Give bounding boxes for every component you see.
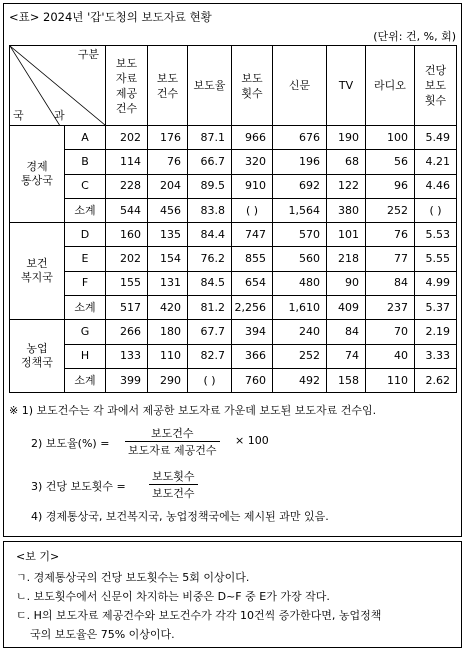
table-row (10, 271, 457, 295)
section-cell: G (65, 320, 106, 344)
value-cell: 492 (273, 368, 327, 392)
value-cell: 1,564 (273, 198, 327, 222)
value-cell: 480 (273, 271, 327, 295)
value-cell: 68 (327, 150, 366, 174)
section-cell: 소계 (65, 296, 106, 320)
value-cell: 74 (327, 344, 366, 368)
note-2-times: × 100 (235, 434, 269, 447)
value-cell: 409 (327, 296, 366, 320)
column-header-label: 건당 보도 횟수 (424, 64, 447, 107)
section-cell: C (65, 174, 106, 198)
header-gubun: 구분 (77, 48, 99, 61)
value-cell: 570 (273, 223, 327, 247)
value-cell: 5.49 (415, 126, 457, 150)
table-row (10, 247, 457, 271)
section-cell: D (65, 223, 106, 247)
value-cell: 83.8 (188, 198, 232, 222)
column-header-label: 신문 (288, 79, 311, 92)
bogi-title: <보 기> (16, 550, 60, 563)
value-cell: 266 (106, 320, 148, 344)
note-3-fraction (149, 468, 198, 501)
value-cell: 122 (327, 174, 366, 198)
value-cell: 81.2 (188, 296, 232, 320)
table-row (10, 320, 457, 344)
value-cell: 101 (327, 223, 366, 247)
column-header-label: 보도율 (193, 79, 226, 92)
dept-cell: 보건 복지국 (10, 223, 65, 320)
value-cell: 910 (232, 174, 273, 198)
value-cell: 320 (232, 150, 273, 174)
value-cell: 202 (106, 126, 148, 150)
value-cell: 87.1 (188, 126, 232, 150)
value-cell: 96 (366, 174, 415, 198)
value-cell: 202 (106, 247, 148, 271)
value-cell: 110 (366, 368, 415, 392)
value-cell: 190 (327, 126, 366, 150)
unit-label: (단위: 건, %, 회) (373, 30, 456, 43)
value-cell: 4.21 (415, 150, 457, 174)
column-header-label: TV (338, 79, 354, 92)
value-cell: 133 (106, 344, 148, 368)
value-cell: 855 (232, 247, 273, 271)
value-cell: 5.37 (415, 296, 457, 320)
table-row (10, 296, 457, 320)
note-2-label: 2) 보도율(%) = (31, 437, 110, 450)
value-cell: 5.55 (415, 247, 457, 271)
header-row (10, 46, 457, 126)
value-cell: 4.46 (415, 174, 457, 198)
value-cell: 654 (232, 271, 273, 295)
value-cell: 394 (232, 320, 273, 344)
header-gwa: 과 (54, 109, 65, 122)
value-cell: 204 (148, 174, 188, 198)
section-cell: A (65, 126, 106, 150)
value-cell: 2.19 (415, 320, 457, 344)
note-3-label: 3) 건당 보도횟수 = (31, 480, 126, 493)
value-cell: 66.7 (188, 150, 232, 174)
value-cell: 5.53 (415, 223, 457, 247)
value-cell: 84.5 (188, 271, 232, 295)
bogi-item: ㄱ. 경제통상국의 건당 보도횟수는 5회 이상이다. (16, 571, 250, 584)
bogi-item: ㄴ. 보도횟수에서 신문이 차지하는 비중은 D~F 중 E가 가장 작다. (16, 590, 330, 603)
value-cell: 228 (106, 174, 148, 198)
value-cell: 76 (366, 223, 415, 247)
dept-cell: 경제 통상국 (10, 126, 65, 223)
column-header (415, 46, 457, 126)
value-cell: 966 (232, 126, 273, 150)
column-header (273, 46, 327, 126)
value-cell: 114 (106, 150, 148, 174)
value-cell: 676 (273, 126, 327, 150)
table-title: <표> 2024년 '갑'도청의 보도자료 현황 (9, 10, 212, 24)
value-cell: 158 (327, 368, 366, 392)
value-cell: 76 (148, 150, 188, 174)
column-header-label: 라디오 (374, 79, 406, 92)
value-cell: 180 (148, 320, 188, 344)
value-cell: 84.4 (188, 223, 232, 247)
section-cell: B (65, 150, 106, 174)
value-cell: 4.99 (415, 271, 457, 295)
section-cell: F (65, 271, 106, 295)
column-header-label: 보도 건수 (156, 71, 179, 100)
value-cell: 82.7 (188, 344, 232, 368)
bogi-box (3, 541, 462, 648)
value-cell: 3.33 (415, 344, 457, 368)
table-row (10, 198, 457, 222)
table-row (10, 174, 457, 198)
diagonal-header-cell (10, 46, 106, 126)
value-cell: ( ) (232, 198, 273, 222)
value-cell: 517 (106, 296, 148, 320)
note-2-fraction (125, 425, 220, 458)
value-cell: 2,256 (232, 296, 273, 320)
value-cell: 218 (327, 247, 366, 271)
note-2-numerator: 보도건수 (151, 427, 194, 440)
value-cell: 56 (366, 150, 415, 174)
column-header (188, 46, 232, 126)
value-cell: 84 (327, 320, 366, 344)
dept-cell: 농업 정책국 (10, 320, 65, 393)
value-cell: 240 (273, 320, 327, 344)
value-cell: 252 (273, 344, 327, 368)
value-cell: 196 (273, 150, 327, 174)
value-cell: 366 (232, 344, 273, 368)
value-cell: 380 (327, 198, 366, 222)
note-4: 4) 경제통상국, 보건복지국, 농업정책국에는 제시된 과만 있음. (31, 510, 329, 523)
value-cell: 420 (148, 296, 188, 320)
value-cell: 154 (148, 247, 188, 271)
value-cell: 76.2 (188, 247, 232, 271)
value-cell: 747 (232, 223, 273, 247)
value-cell: 110 (148, 344, 188, 368)
header-kuk: 국 (13, 109, 24, 122)
value-cell: 1,610 (273, 296, 327, 320)
column-header (106, 46, 148, 126)
section-cell: E (65, 247, 106, 271)
value-cell: 399 (106, 368, 148, 392)
value-cell: 692 (273, 174, 327, 198)
column-header (327, 46, 366, 126)
value-cell: 544 (106, 198, 148, 222)
value-cell: 290 (148, 368, 188, 392)
section-cell: H (65, 344, 106, 368)
value-cell: 70 (366, 320, 415, 344)
note-3-numerator: 보도횟수 (152, 470, 195, 483)
value-cell: 560 (273, 247, 327, 271)
value-cell: 77 (366, 247, 415, 271)
value-cell: 67.7 (188, 320, 232, 344)
note-1: ※ 1) 보도건수는 각 과에서 제공한 보도자료 가운데 보도된 보도자료 건수임. (9, 404, 377, 417)
table-row (10, 344, 457, 368)
value-cell: 135 (148, 223, 188, 247)
value-cell: 40 (366, 344, 415, 368)
section-cell: 소계 (65, 198, 106, 222)
section-cell: 소계 (65, 368, 106, 392)
column-header (366, 46, 415, 126)
value-cell: 2.62 (415, 368, 457, 392)
value-cell: 760 (232, 368, 273, 392)
value-cell: 155 (106, 271, 148, 295)
column-header-label: 보도 횟수 (241, 71, 263, 100)
value-cell: 160 (106, 223, 148, 247)
value-cell: 237 (366, 296, 415, 320)
value-cell: 84 (366, 271, 415, 295)
value-cell: 100 (366, 126, 415, 150)
bogi-item: ㄷ. H의 보도자료 제공건수와 보도건수가 각각 10건씩 증가한다면, 농업정책 (16, 609, 382, 622)
note-2-denominator: 보도자료 제공건수 (125, 441, 220, 458)
value-cell: 252 (366, 198, 415, 222)
table-row (10, 150, 457, 174)
value-cell: 90 (327, 271, 366, 295)
table-row (10, 223, 457, 247)
value-cell: ( ) (188, 368, 232, 392)
table-row (10, 126, 457, 150)
bogi-item: 국의 보도율은 75% 이상이다. (16, 628, 175, 641)
column-header-label: 보도 자료 제공 건수 (115, 56, 138, 115)
table-row (10, 368, 457, 392)
note-3-denominator: 보도건수 (149, 484, 198, 501)
column-header (232, 46, 273, 126)
value-cell: 131 (148, 271, 188, 295)
value-cell: 456 (148, 198, 188, 222)
data-table (9, 45, 457, 393)
column-header (148, 46, 188, 126)
value-cell: 176 (148, 126, 188, 150)
value-cell: 89.5 (188, 174, 232, 198)
value-cell: ( ) (415, 198, 457, 222)
